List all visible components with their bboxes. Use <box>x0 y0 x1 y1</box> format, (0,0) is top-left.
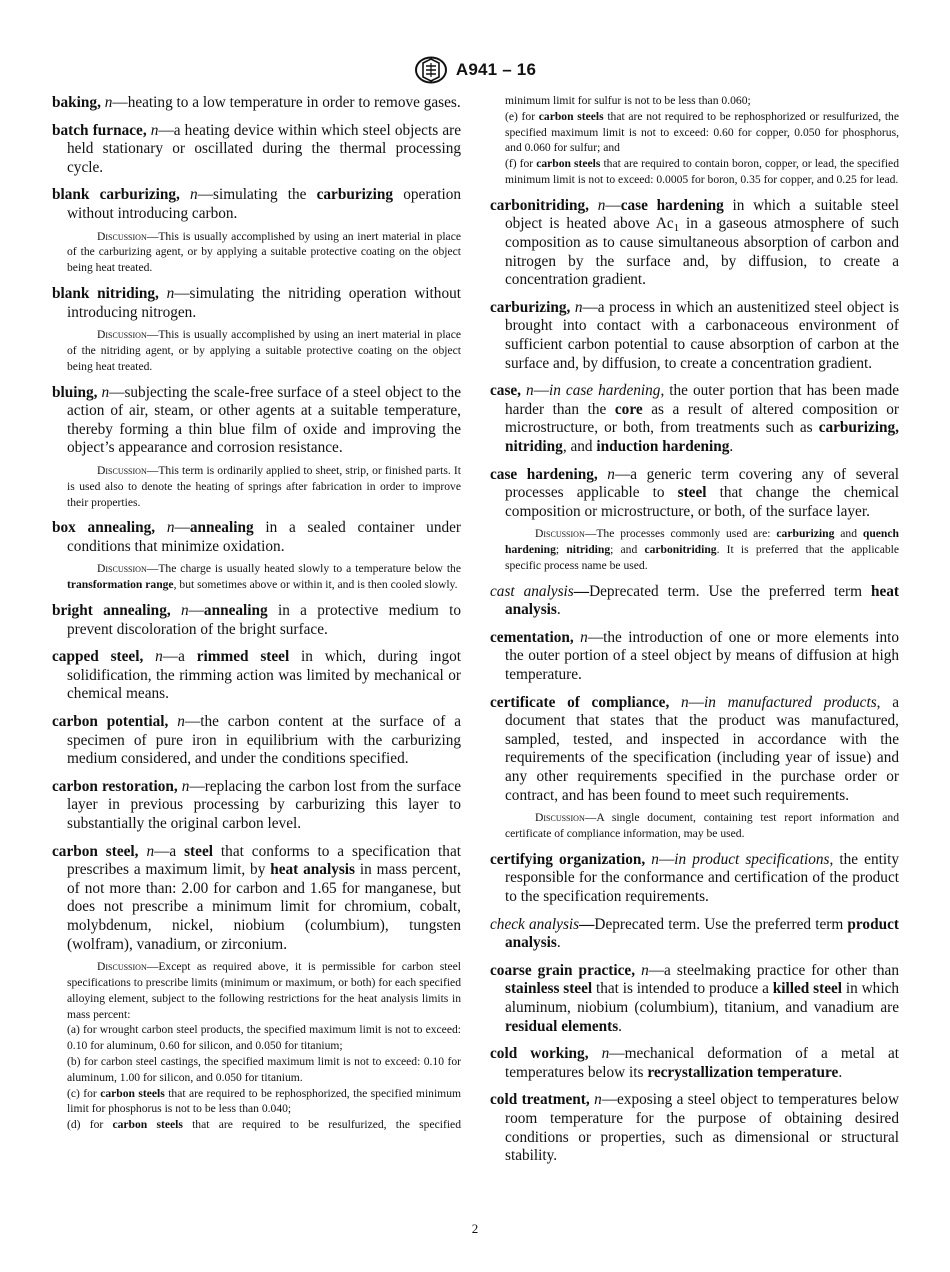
definition-entry: cast analysis—Deprecated term. Use the preferred term heat analysis. <box>490 582 899 619</box>
page-number: 2 <box>471 1221 479 1236</box>
definition-entry: cold treatment, n—exposing a steel object to temperatures below room temperature for the purpose of obtaining desired conditions or properties, such as dimensional or structural stability. <box>490 1091 899 1165</box>
list-item: (b) for carbon steel castings, the specified maximum limit is not to exceed: 0.10 for aluminum, 1.00 for silicon, and 0.050 for titanium. <box>67 1054 461 1084</box>
definition-entry: cold working, n—mechanical deformation of a metal at temperatures below its recrystallization temperature. <box>490 1045 900 1081</box>
term: bluing, <box>52 383 98 401</box>
term: bright annealing, <box>52 602 171 620</box>
definition-entry: carburizing, n—a process in which an austenitized steel object is brought into contact with a carbonaceous environment of sufficient carbon potential to cause absorption of carbon at the surface and, by diffusion, to create a concentration gradient. <box>490 298 899 372</box>
term: case hardening, <box>490 465 598 483</box>
definition-entry: carbon restoration, n—replacing the carbon lost from the surface layer in previous processing by carburizing this layer to substantially the original carbon level. <box>52 777 461 833</box>
discussion-note: Discussion—This term is ordinarily applied to sheet, strip, or finished parts. It is used also to denote the heating of springs after fabrication in order to improve their properties. <box>67 463 461 509</box>
discussion-note: Discussion—Except as required above, it is permissible for carbon steel specifications to prescribe limits (minimum or maximum, or both) for each specified alloying element, subject to the following restrictions for the heat analysis limits in mass percent: <box>67 960 461 1021</box>
term: coarse grain practice, <box>490 961 636 979</box>
discussion-note: Discussion—The charge is usually heated slowly to a temperature below the transformation range, but sometimes above or within it, and is then cooled slowly. <box>67 562 461 592</box>
term: check analysis <box>490 915 580 933</box>
document-designation: A941 – 16 <box>455 60 537 79</box>
list-item: (e) for carbon steels that are not required to be rephosphorized or resulfurized, the specified maximum limit is not to exceed: 0.60 for copper, 0.050 for phosphorus, and 0.060 for sulfur; and <box>505 109 900 155</box>
definition-entry: certifying organization, n—in product specifications, the entity responsible for the conformance and certification of the product to the specification requirements. <box>490 850 899 905</box>
definition-entry: capped steel, n—a rimmed steel in which, during ingot solidification, the rimming action was limited by mechanical or chemical means. <box>52 648 461 703</box>
term: carbon restoration, <box>52 777 178 795</box>
term: box annealing, <box>52 519 156 537</box>
definition-entry: carbon potential, n—the carbon content at the surface of a specimen of pure iron in equilibrium with the carburizing medium considered, and under the conditions specified. <box>52 713 461 768</box>
definition-entry: bluing, n—subjecting the scale-free surface of a steel object to the action of air, steam, or other agents at a suitable temperature, thereby forming a thin blue film of oxide and improving the object’s appearance and corrosion resistance. <box>52 383 461 457</box>
term: baking, <box>52 94 101 111</box>
term: certifying organization, <box>490 850 646 868</box>
list-item: (f) for carbon steels that are required to contain boron, copper, or lead, the specified minimum limit is not to exceed: 0.0005 for boron, 0.35 for copper, and 0.25 for lead. <box>505 157 899 186</box>
definition-entry: baking, n—heating to a low temperature in order to remove gases. <box>52 94 461 111</box>
term: certificate of compliance, <box>490 693 670 711</box>
definition-entry: carbonitriding, n—case hardening in which a suitable steel object is heated above $Ac_1$ in a gaseous atmosphere of such composition as to cause simultaneous absorption of carbon and nitrogen by the surface and, by diffusion, to create a concentration gradient. <box>490 196 899 289</box>
definition-entry: cementation, n—the introduction of one or more elements into the outer portion of a steel object by means of diffusion at high temperature. <box>490 628 899 684</box>
list-item: (a) for wrought carbon steel products, the specified maximum limit is not to exceed: 0.10 for aluminum, 0.60 for silicon, and 0.050 for titanium; <box>67 1023 461 1053</box>
discussion-note: Discussion—This is usually accomplished by using an inert material in place of the nitriding agent, or by applying a suitable protective coating on the object being heat treated. <box>67 328 461 373</box>
term: cementation, <box>490 628 574 646</box>
definition-entry: certificate of compliance, n—in manufactured products, a document that states that the product was manufactured, sampled, tested, and inspected in accordance with the requirements of the specification (including year of issue) and any other requirements specified in the purchase order or contract, and has been found to meet such requirements. <box>490 693 899 804</box>
term: cold working, <box>490 1045 589 1063</box>
term: capped steel, <box>52 648 144 666</box>
list-item: minimum limit for sulfur is not to be less than 0.060; <box>505 94 751 107</box>
definition-entry: case hardening, n—a generic term covering any of several processes applicable to steel that change the chemical composition or microstructure, or both, of the surface layer. <box>490 465 900 520</box>
term: cast analysis <box>490 582 574 600</box>
page-header <box>0 54 950 86</box>
term: blank carburizing, <box>52 186 180 204</box>
term: blank nitriding, <box>52 284 159 302</box>
definition-entry: blank carburizing, n—simulating the carburizing operation without introducing carbon. <box>52 186 462 222</box>
discussion-note: Discussion—A single document, containing test report information and certificate of compliance information, may be used. <box>505 811 899 840</box>
term: carbonitriding, <box>490 196 590 214</box>
definition-entry: check analysis—Deprecated term. Use the preferred term product analysis. <box>490 915 899 952</box>
right-column <box>490 94 899 1175</box>
list-item: (c) for carbon steels that are required to be rephosphorized, the specified minimum limit for phosphorus is not to be less than 0.040; <box>67 1086 462 1116</box>
definition-entry: coarse grain practice, n—a steelmaking practice for other than stainless steel that is intended to produce a killed steel in which aluminum, niobium (columbium), titanium, and vanadium are residual elements. <box>490 961 900 1035</box>
term: carbon potential, <box>52 713 169 731</box>
term: case, <box>490 382 522 400</box>
definition-entry: blank nitriding, n—simulating the nitriding operation without introducing nitrogen. <box>52 284 462 321</box>
discussion-note: Discussion—This is usually accomplished by using an inert material in place of the carburizing agent, or by applying a suitable protective coating on the object being heat treated. <box>67 229 461 275</box>
discussion-note: Discussion—The processes commonly used are: carburizing and quench hardening; nitriding; and carbonitriding. It is preferred that the applicable specific process name be used. <box>505 527 900 572</box>
definition-entry: case, n—in case hardening, the outer portion that has been made harder than the core as a result of altered composition or microstructure, or both, from treatments such as carburizing, nitriding, and induction hardening. <box>490 382 900 455</box>
definition-entry: bright annealing, n—annealing in a protective medium to prevent discoloration of the bright surface. <box>52 602 462 638</box>
definition-entry: carbon steel, n—a steel that conforms to a specification that prescribes a maximum limit, by heat analysis in mass percent, of not more than: 2.00 for carbon and 1.65 for manganese, but does not prescribe a minimum limit for chromium, cobalt, molybdenum, nickel, niobium (columbium), tungsten (wolfram), vanadium, or zirconium. <box>52 842 461 953</box>
definition-entry: batch furnace, n—a heating device within which steel objects are held stationary or oscillated during the thermal processing cycle. <box>52 121 461 176</box>
term: carbon steel, <box>52 842 139 860</box>
list-item: (d) for carbon steels that are required to be resulfurized, the specified <box>67 1118 461 1132</box>
left-column <box>52 94 461 1133</box>
term: cold treatment, <box>490 1091 590 1109</box>
astm-logo-icon <box>414 55 448 85</box>
term: carburizing, <box>490 298 571 316</box>
term: batch furnace, <box>52 121 147 139</box>
definition-entry: box annealing, n—annealing in a sealed container under conditions that minimize oxidation. <box>52 519 461 555</box>
